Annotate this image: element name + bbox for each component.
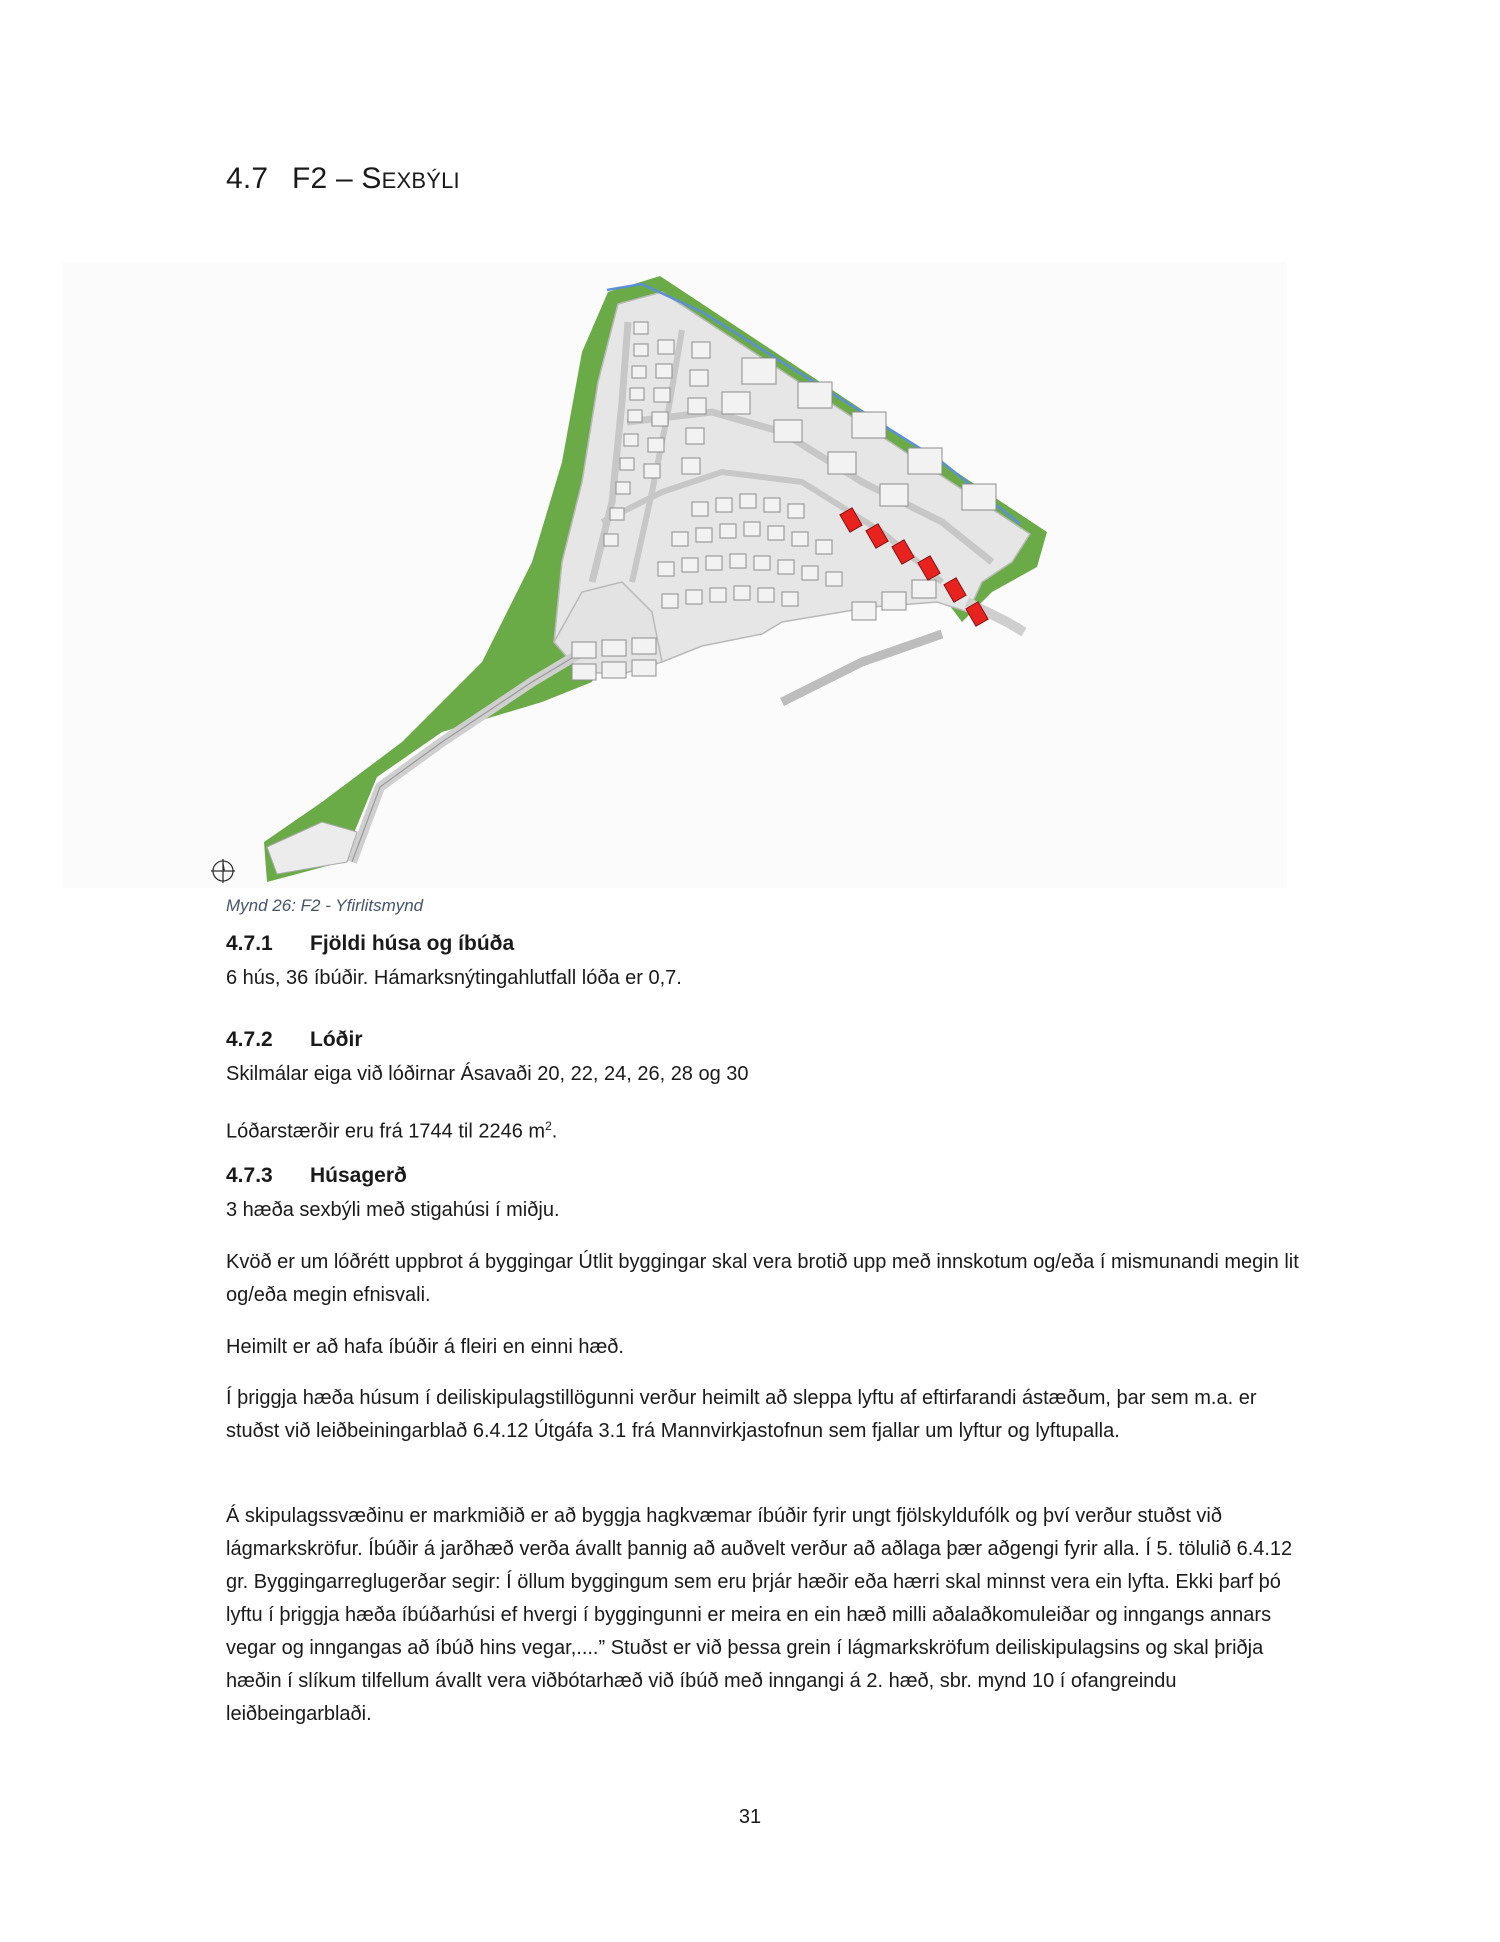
subsection-number: 4.7.1 [226, 932, 273, 955]
paragraph: Kvöð er um lóðrétt uppbrot á byggingar Útlit byggingar skal vera brotið upp með innskotum og/eða í mismunandi megin lit og/eða megin efnisvali. [226, 1251, 1299, 1306]
subsection-title: Húsagerð [310, 1164, 407, 1187]
subsection-number: 4.7.2 [226, 1028, 273, 1051]
subsection-title: Fjöldi húsa og íbúða [310, 932, 515, 955]
paragraph [226, 1110, 1306, 1149]
figure-caption: Mynd 26: F2 - Yfirlitsmynd [226, 896, 424, 915]
subsection-heading-4-7-1 [226, 932, 514, 956]
subsection-title: Lóðir [310, 1028, 363, 1051]
paragraph: 3 hæða sexbýli með stigahúsi í miðju. [226, 1199, 560, 1221]
section-heading [226, 162, 460, 196]
site-plan-map [62, 262, 1287, 888]
lot-size-end: . [551, 1120, 558, 1143]
section-number: 4.7 [226, 162, 269, 195]
subsection-heading-4-7-3 [226, 1164, 407, 1188]
paragraph: Á skipulagssvæðinu er markmiðið er að byggja hagkvæmar íbúðir fyrir ungt fjölskyldufólk og því verður stuðst við lágmarkskröfur. Íbúðir á jarðhæð verða ávallt þannig að auðvelt verður að aðlaga þær aðgengi fyrir alla. Í 5. tölulið 6.4.12 gr. Byggingarreglugerðar segir: Í öllum byggingum sem eru þrjár hæðir eða hærri skal minnst vera ein lyfta. Ekki þarf þó lyftu í þriggja hæða íbúðarhúsi ef hvergi í byggingunni er meira en ein hæð milli aðalaðkomuleiðar og inngangs annars vegar og inngangas að íbúð hins vegar,....” Stuðst er við þessa grein í lágmarkskröfum deiliskipulagsins og skal þriðja hæðin í slíkum tilfellum ávallt vera viðbótarhæð við íbúð með inngangi á 2. hæð, sbr. mynd 10 í ofangreindu leiðbeingarblaði. [226, 1505, 1293, 1725]
subsection-number: 4.7.3 [226, 1164, 273, 1187]
section-title: F2 – [292, 162, 362, 195]
superscript: 2 [545, 1119, 552, 1133]
paragraph: Skilmálar eiga við lóðirnar Ásavaði 20, 22, 24, 26, 28 og 30 [226, 1063, 749, 1085]
paragraph: Í þriggja hæða húsum í deiliskipulagstillögunni verður heimilt að sleppa lyftu af eftirfarandi ástæðum, þar sem m.a. er stuðst við leiðbeiningarblað 6.4.12 Útgáfa 3.1 frá Mannvirkjastofnun sem fjallar um lyftur og lyftupalla. [226, 1387, 1257, 1442]
section-title-smallcaps: SEXBÝLI [361, 162, 460, 195]
subsection-heading-4-7-2 [226, 1028, 363, 1052]
paragraph: 6 hús, 36 íbúðir. Hámarksnýtingahlutfall lóða er 0,7. [226, 967, 682, 989]
north-arrow-icon [210, 858, 236, 884]
paragraph: Heimilt er að hafa íbúðir á fleiri en einni hæð. [226, 1336, 624, 1358]
page-number: 31 [738, 1806, 762, 1828]
lot-size-text: Lóðarstærðir eru frá 1744 til 2246 m [226, 1120, 546, 1143]
